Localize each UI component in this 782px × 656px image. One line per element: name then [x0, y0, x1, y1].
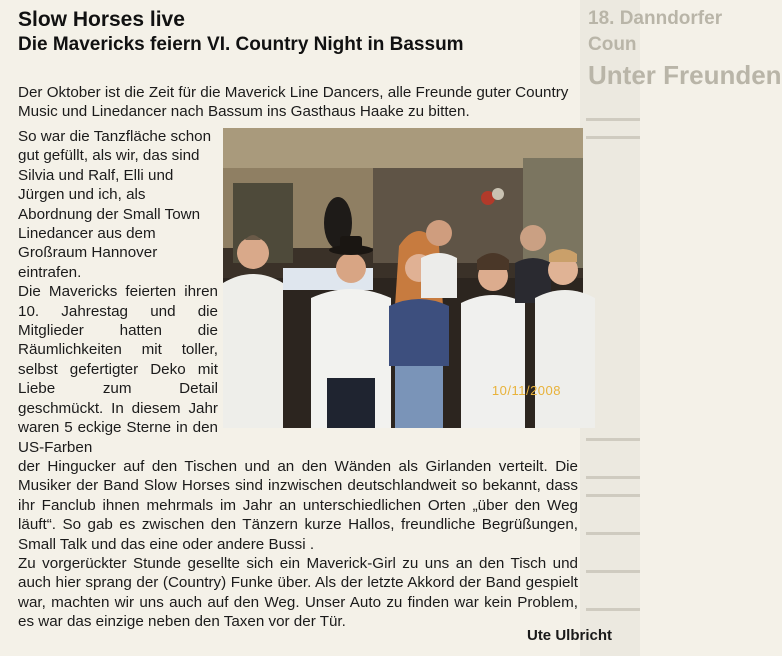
- article-author: Ute Ulbricht: [526, 627, 612, 644]
- adjacent-text-line: [586, 438, 640, 441]
- adjacent-text-line: [586, 532, 640, 535]
- adjacent-text-line: [586, 608, 640, 611]
- person-6: [515, 225, 551, 303]
- bottom-paragraph-1: der Hingucker auf den Tischen und an den Wänden als Girlanden verteilt. Die Musiker der Band Slow Horses sind inzwischen deutschlandweit so bekannt, dass ihr Fanclub ihnen mehrmals im Jahr an unterschiedlichen Orten „über den Weg läuft“. So gab es zwischen den Tänzern kurze Hallos, freundliche Begrüßungen, Small Talk und das eine oder andere Bussi .: [18, 458, 578, 553]
- adjacent-headline-1: 18. Danndorfer: [588, 8, 723, 29]
- person-4: [421, 220, 457, 298]
- left-paragraph-2: Die Mavericks feierten ihren 10. Jahrestag und die Mitglieder hatten die Räumlichkeiten mit toller, selbst gefertigter Deko mit Liebe zum Detail geschmückt. In diesem Jahr waren 5 eckige Sterne in den US-Farben: [18, 283, 218, 456]
- group-photo: [223, 128, 583, 428]
- adjacent-text-line: [586, 118, 640, 121]
- article-left-column: [18, 127, 218, 457]
- adjacent-headline-2: Coun: [588, 34, 637, 55]
- adjacent-text-line: [586, 570, 640, 573]
- adjacent-text-line: [586, 476, 640, 479]
- article-kicker: Slow Horses live: [18, 8, 185, 31]
- bottom-paragraph-2: Zu vorgerückter Stunde gesellte sich ein Maverick-Girl zu uns an den Tisch und auch hier sprang der (Country) Funke über. Als der letzte Akkord der Band gespielt war, machten wir uns auch auf den Weg. Unser Auto zu finden war kein Problem, es war das einzige neben den Taxen vor der Tür.: [18, 555, 578, 631]
- left-paragraph-1: So war die Tanzfläche schon gut gefüllt, als wir, das sind Silvia und Ralf, Elli und Jürgen und ich, als Abordnung der Small Town Linedancer aus dem Großraum Hannover eintrafen.: [18, 128, 212, 281]
- adjacent-headline-3: Unter Freunden: [588, 60, 782, 90]
- article-headline: Die Mavericks feiern VI. Country Night in Bassum: [18, 34, 464, 55]
- article-intro: Der Oktober ist die Zeit für die Maverick Line Dancers, alle Freunde guter Country Music und Linedancer nach Bassum ins Gasthaus Haake zu bitten.: [18, 84, 569, 121]
- adjacent-text-line: [586, 136, 640, 139]
- article-bottom-text: [18, 457, 578, 632]
- photo-date-stamp: 10/11/2008: [491, 383, 561, 398]
- adjacent-text-line: [586, 494, 640, 497]
